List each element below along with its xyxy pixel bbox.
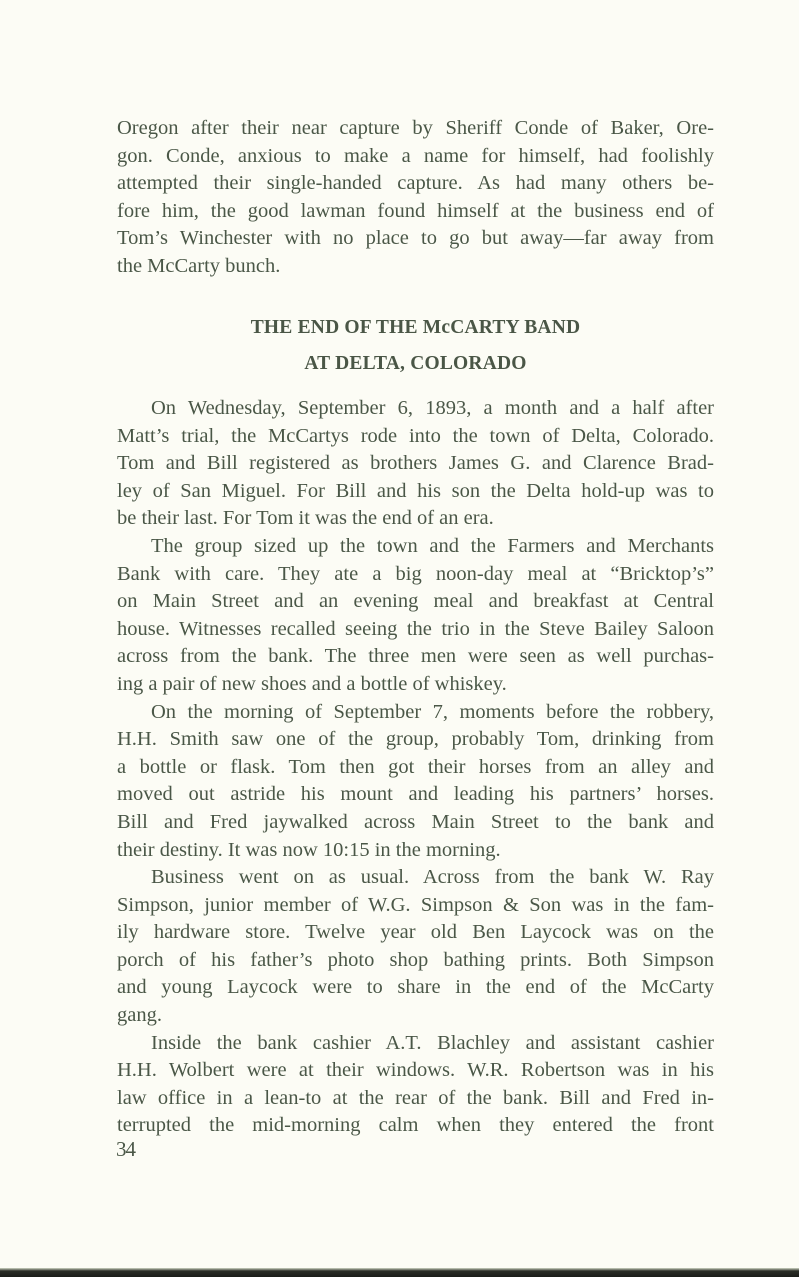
- text-line: H.H. Wolbert were at their windows. W.R. Robertson was in his: [117, 1059, 714, 1082]
- text-line: attempted their single-handed capture. As had many others be-: [117, 172, 714, 195]
- text-line: moved out astride his mount and leading his partners’ horses.: [117, 783, 714, 806]
- text-line: H.H. Smith saw one of the group, probably Tom, drinking from: [117, 728, 714, 751]
- text-line: On the morning of September 7, moments before the robbery,: [151, 700, 714, 723]
- text-line: their destiny. It was now 10:15 in the morning.: [117, 838, 501, 861]
- text-line: a bottle or flask. Tom then got their horses from an alley and: [117, 755, 714, 778]
- text-line: gon. Conde, anxious to make a name for himself, had foolishly: [117, 144, 714, 167]
- text-line: fore him, the good lawman found himself at the business end of: [117, 199, 714, 222]
- text-line: Bank with care. They ate a big noon-day meal at “Bricktop’s”: [117, 562, 714, 585]
- text-line: gang.: [117, 1004, 162, 1027]
- text-line: Business went on as usual. Across from the bank W. Ray: [151, 866, 714, 889]
- text-line: ley of San Miguel. For Bill and his son the Delta hold-up was to: [117, 479, 714, 502]
- text-line: Inside the bank cashier A.T. Blachley and assistant cashier: [151, 1031, 714, 1054]
- text-line: house. Witnesses recalled seeing the trio in the Steve Bailey Saloon: [117, 617, 714, 640]
- text-line: Matt’s trial, the McCartys rode into the town of Delta, Colorado.: [117, 424, 714, 447]
- text-line: Simpson, junior member of W.G. Simpson & Son was in the fam-: [117, 893, 714, 916]
- body-text: [117, 395, 714, 1140]
- text-line: Tom and Bill registered as brothers James G. and Clarence Brad-: [117, 452, 714, 475]
- text-line: Tom’s Winchester with no place to go but away—far away from: [117, 227, 714, 250]
- text-line: on Main Street and an evening meal and breakfast at Central: [117, 590, 714, 613]
- page-bottom-edge: [0, 1268, 799, 1277]
- opening-paragraph: [117, 115, 714, 281]
- text-line: ily hardware store. Twelve year old Ben Laycock was on the: [117, 921, 714, 944]
- text-line: across from the bank. The three men were seen as well purchas-: [117, 645, 714, 668]
- section-heading-line-2: AT DELTA, COLORADO: [304, 353, 527, 374]
- text-line: porch of his father’s photo shop bathing prints. Both Simpson: [117, 948, 714, 971]
- text-line: and young Laycock were to share in the end of the McCarty: [117, 976, 714, 999]
- text-line: be their last. For Tom it was the end of an era.: [117, 507, 494, 530]
- text-line: the McCarty bunch.: [117, 254, 281, 277]
- section-heading-line-1: THE END OF THE McCARTY BAND: [250, 317, 581, 338]
- text-line: Bill and Fred jaywalked across Main Street to the bank and: [117, 810, 714, 833]
- text-line: ing a pair of new shoes and a bottle of whiskey.: [117, 672, 507, 695]
- text-line: Oregon after their near capture by Sheriff Conde of Baker, Ore-: [117, 117, 714, 139]
- text-line: terrupted the mid-morning calm when they entered the front: [117, 1114, 714, 1137]
- text-line: The group sized up the town and the Farmers and Merchants: [151, 534, 714, 557]
- section-heading: [117, 310, 714, 382]
- text-line: On Wednesday, September 6, 1893, a month and a half after: [151, 397, 714, 419]
- text-line: law office in a lean-to at the rear of the bank. Bill and Fred in-: [117, 1086, 714, 1109]
- page-number: 34: [116, 1137, 135, 1161]
